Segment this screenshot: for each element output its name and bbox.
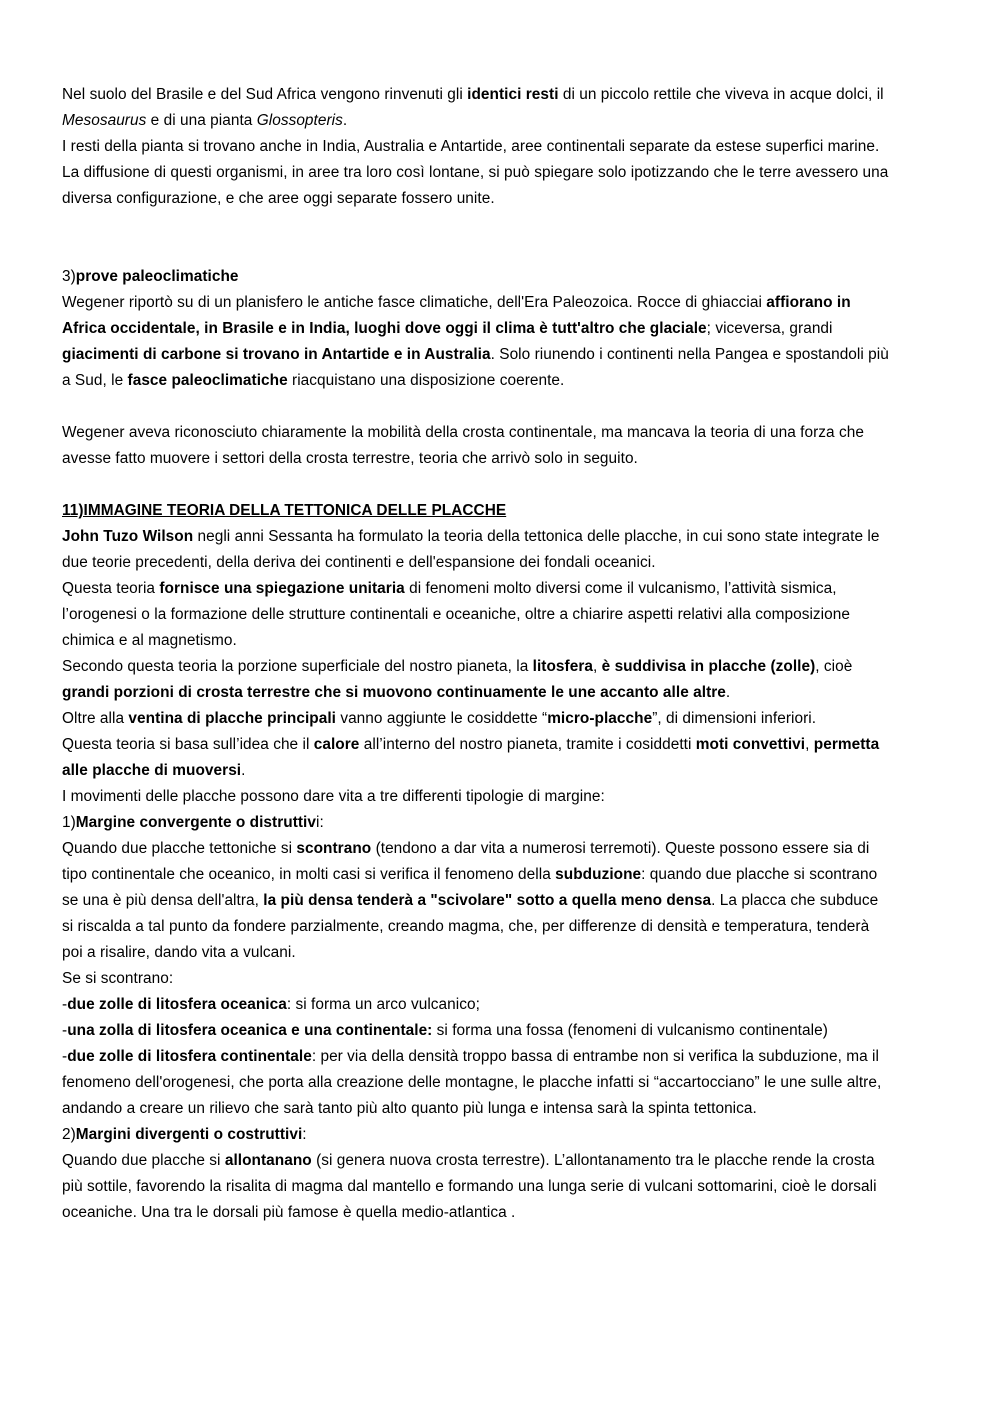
text-span: . La placca che subduce si riscalda a tal punto da fondere parzialmente, creando magma, che, per differenze di densità e temperatura, tenderà poi a risalire, dando vita a vulcani. <box>62 892 879 961</box>
spacer <box>62 472 892 498</box>
bold-text: fasce paleoclimatiche <box>127 372 288 389</box>
bold-text: una zolla di litosfera oceanica e una continentale: <box>67 1022 433 1039</box>
text-span: riacquistano una disposizione coerente. <box>287 372 565 389</box>
bold-text: John Tuzo Wilson <box>62 528 194 545</box>
bold-text: ventina di placche principali <box>128 710 336 727</box>
paragraph-collision-intro: Se si scontrano: <box>62 970 174 987</box>
text-span: . <box>241 762 246 779</box>
paragraph-margin-types: I movimenti delle placche possono dare vita a tre differenti tipologie di margine: <box>62 788 605 805</box>
text-span: si forma una fossa (fenomeni di vulcanismo continentale) <box>432 1022 828 1039</box>
bold-text: giacimenti di carbone si trovano in Antartide e in Australia <box>62 346 491 363</box>
bold-text: grandi porzioni di crosta terrestre che si muovono continuamente le une accanto alle altre <box>62 684 726 701</box>
bold-text: allontanano <box>224 1152 312 1169</box>
section-heading-plate-tectonics: 11)IMMAGINE TEORIA DELLA TETTONICA DELLE PLACCHE <box>62 502 507 519</box>
text-span: , <box>805 736 814 753</box>
paragraph-lithosphere <box>62 654 892 706</box>
text-span: e di una pianta <box>146 112 257 129</box>
bold-text: micro-placche <box>547 710 653 727</box>
paragraph-divergence <box>62 1148 892 1226</box>
text-span: Secondo questa teoria la porzione superficiale del nostro pianeta, la <box>62 658 533 675</box>
bold-text: fornisce una spiegazione unitaria <box>159 580 405 597</box>
text-span: vanno aggiunte le cosiddette “ <box>336 710 548 727</box>
subheading-divergent-margin <box>62 1122 892 1148</box>
italic-text: Mesosaurus <box>62 112 147 129</box>
document-body <box>62 82 892 1226</box>
text-span: (si genera nuova crosta terrestre). L’allontanamento tra le placche rende la crosta più sottile, favorendo la risalita di magma dal mantello e formando una lunga serie di vulcani sottomarini, cioè le dorsali oceaniche. Una tra le dorsali più famose è quella medio-atlantica . <box>62 1152 877 1221</box>
paragraph-glossopteris: I resti della pianta si trovano anche in India, Australia e Antartide, aree continentali separate da estese superfici marine. La diffusione di questi organismi, in aree tra loro così lontane, si può spiegare solo ipotizzando che le terre avessero una diversa configurazione, e che aree oggi separate fossero unite. <box>62 138 889 207</box>
text-span: . <box>342 112 348 129</box>
text-span: Questa teoria <box>62 580 160 597</box>
paragraph-wegener-mobility: Wegener aveva riconosciuto chiaramente la mobilità della crosta continentale, ma mancava la teoria di una forza che avesse fatto muovere i settori della crosta terrestre, teoria che arrivò solo in seguito. <box>62 424 864 467</box>
text-span: : quando due placche si scontrano se una è più densa dell'altra, <box>62 866 878 909</box>
bold-text: calore <box>313 736 360 753</box>
text-span: , cioè <box>815 658 853 675</box>
text-span: di un piccolo rettile che viveva in acque dolci, il <box>558 86 884 103</box>
text-span: di fenomeni molto diversi come il vulcanismo, l’attività sismica, l’orogenesi o la formazione delle strutture continentali e oceaniche, oltre a chiarire aspetti relativi alla composizione chimica e al magnetismo. <box>62 580 850 649</box>
bold-text: identici resti <box>467 86 559 103</box>
bold-text: litosfera <box>532 658 593 675</box>
text-span: . <box>725 684 731 701</box>
text-span: Oltre alla <box>62 710 129 727</box>
italic-text: Glossopteris <box>256 112 343 129</box>
text-span: Quando due placche tettoniche si <box>62 840 297 857</box>
bold-text: è suddivisa in placche (zolle) <box>601 658 816 675</box>
paragraph-paleoclimatic <box>62 290 892 394</box>
bold-text: permetta alle placche di muoversi <box>62 736 880 779</box>
text-span: ; viceversa, grandi <box>706 320 833 337</box>
list-dash: - <box>62 1022 68 1039</box>
text-span: negli anni Sessanta ha formulato la teoria della tettonica delle placche, in cui sono state integrate le due teorie precedenti, della deriva dei continenti e dell'espansione dei fondali oceanici. <box>62 528 880 571</box>
text-span: , <box>592 658 602 675</box>
bold-text: due zolle di litosfera oceanica <box>67 996 287 1013</box>
bold-text: subduzione <box>555 866 642 883</box>
paragraph-wilson <box>62 524 892 576</box>
text-span: Nel suolo del Brasile e del Sud Africa vengono rinvenuti gli <box>62 86 468 103</box>
text-span: i: <box>316 814 324 831</box>
subheading-convergent-margin <box>62 810 892 836</box>
text-span: Questa teoria si basa sull’idea che il <box>62 736 314 753</box>
bold-text: due zolle di litosfera continentale <box>67 1048 312 1065</box>
text-span: ”, di dimensioni inferiori. <box>652 710 817 727</box>
list-item-continental-continental <box>62 1044 892 1122</box>
spacer <box>62 394 892 420</box>
text-span: (tendono a dar vita a numerosi terremoti). Queste possono essere sia di tipo continentale che oceanico, in molti casi si verifica il fenomeno della <box>62 840 870 883</box>
text-span: all’interno del nostro pianeta, tramite i cosiddetti <box>359 736 696 753</box>
text-span: Wegener riportò su di un planisfero le antiche fasce climatiche, dell'Era Paleozoica. Rocce di ghiacciai <box>62 294 767 311</box>
item-title: Margini divergenti o costruttivi <box>75 1126 303 1143</box>
paragraph-unitary-explanation <box>62 576 892 654</box>
section-title: prove paleoclimatiche <box>75 268 239 285</box>
bold-text: la più densa tenderà a "scivolare" sotto a quella meno densa <box>263 892 712 909</box>
paragraph-mesosaurus <box>62 82 892 134</box>
item-number: 1) <box>62 814 76 831</box>
list-dash: - <box>62 996 68 1013</box>
section-number: 3) <box>62 268 76 285</box>
text-span: . Solo riunendo i continenti nella Pangea e spostandoli più a Sud, le <box>62 346 889 389</box>
bold-text: affiorano in Africa occidentale, in Brasile e in India, luoghi dove oggi il clima è tutt'altro che glaciale <box>62 294 851 337</box>
spacer <box>62 212 892 264</box>
text-span: Quando due placche si <box>62 1152 225 1169</box>
text-span: : <box>302 1126 307 1143</box>
section-heading-paleoclimatic <box>62 264 892 290</box>
text-span: : per via della densità troppo bassa di entrambe non si verifica la subduzione, ma il fenomeno dell'orogenesi, che porta alla creazione delle montagne, le placche infatti si “accartocciano” le une sulle altre, andando a creare un rilievo che sarà tanto più alto quanto più lunga e intensa sarà la spinta tettonica. <box>62 1048 882 1117</box>
list-dash: - <box>62 1048 68 1065</box>
text-span: : si forma un arco vulcanico; <box>286 996 480 1013</box>
paragraph-micro-plates <box>62 706 892 732</box>
paragraph-convection <box>62 732 892 784</box>
list-item-oceanic-oceanic <box>62 992 892 1018</box>
item-title: Margine convergente o distruttiv <box>75 814 316 831</box>
bold-text: moti convettivi <box>695 736 806 753</box>
paragraph-subduction <box>62 836 892 966</box>
list-item-oceanic-continental <box>62 1018 892 1044</box>
item-number: 2) <box>62 1126 76 1143</box>
bold-text: scontrano <box>296 840 372 857</box>
